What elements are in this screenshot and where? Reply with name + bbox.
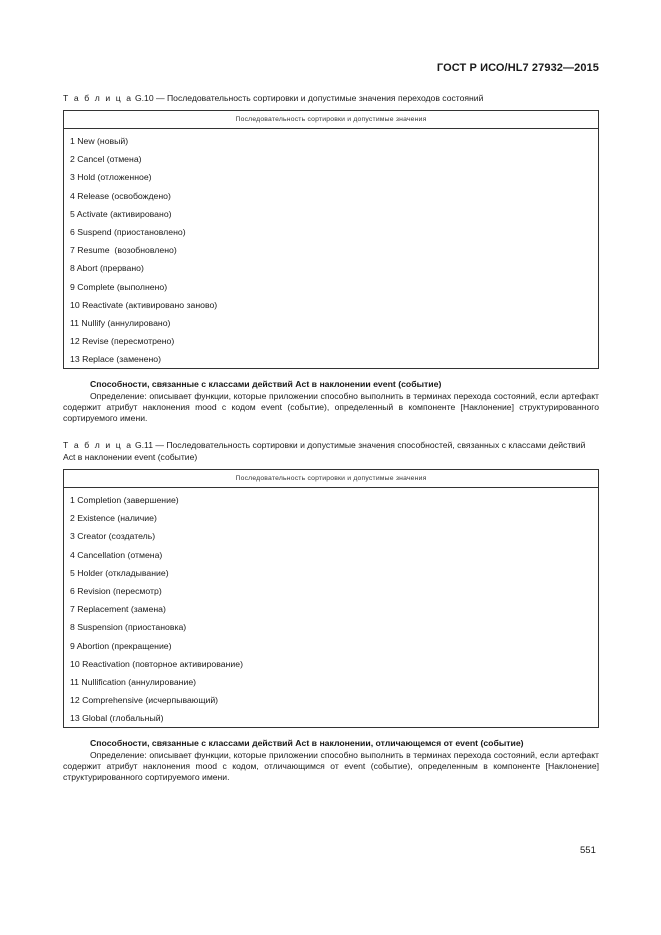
table-row: 10 Reactivate (активировано заново) [70,299,218,310]
table-row: 7 Replacement (замена) [70,604,166,615]
table-row: 11 Nullification (аннулирование) [70,676,197,687]
table-row: 1 Completion (завершение) [70,495,179,505]
table-row: 13 Replace (заменено) [70,354,162,365]
section-definition-non-event: Определение: описывает функции, которые приложении способно выполнить в терминах перехода состояний, если артефакт содержит атрибут наклонения mood с кодом, отличающимся от event (событие), определенным в компоненте [Наклонение] структурированного сортируемого имени. [63,750,599,783]
table-row: 6 Revision (пересмотр) [70,585,162,596]
table-row: 9 Abortion (прекращение) [70,640,172,651]
table-row: 3 Creator (создатель) [70,531,156,542]
table-row: 5 Activate (активировано) [70,208,172,219]
table-row: 8 Suspension (приостановка) [70,622,187,633]
table-g11-caption-text: G.11 — Последовательность сортировки и допустимые значения способностей, связанных с классами действий Act в наклонении event (событие) [63,440,586,462]
table-row: 2 Existence (наличие) [70,513,157,524]
table-g10 [63,110,599,369]
table-row: 12 Comprehensive (исчерпывающий) [70,695,219,706]
table-row: 8 Abort (прервано) [70,263,144,274]
table-g10-column-header: Последовательность сортировки и допустимые значения [64,111,598,129]
table-g10-body [64,129,598,368]
table-g11-caption-prefix: Т а б л и ц а [63,440,133,450]
table-g11-body [64,488,598,727]
table-row: 4 Release (освобождено) [70,190,171,201]
table-row: 13 Global (глобальный) [70,713,164,724]
table-row: 3 Hold (отложенное) [70,172,152,183]
document-code: ГОСТ Р ИСО/HL7 27932—2015 [436,62,599,74]
section-definition-event: Определение: описывает функции, которые приложении способно выполнить в терминах перехода состояний, если артефакт содержит атрибут наклонения mood с кодом event (событие), определенный в компоненте [Наклонение] структурированного сортируемого имени. [63,391,599,424]
table-row: 11 Nullify (аннулировано) [70,317,171,328]
table-row: 12 Revise (пересмотрено) [70,336,175,347]
table-row: 9 Complete (выполнено) [70,281,168,292]
section-title-non-event: Способности, связанные с классами действий Act в наклонении, отличающемся от event (событие) [90,738,524,748]
page-number: 551 [580,845,596,856]
table-g11 [63,469,599,728]
table-row: 6 Suspend (приостановлено) [70,226,186,237]
table-g11-column-header: Последовательность сортировки и допустимые значения [64,470,598,488]
table-row: 1 New (новый) [70,136,129,146]
table-g10-caption [63,93,599,105]
table-row: 10 Reactivation (повторное активирование) [70,658,243,669]
table-g10-caption-prefix: Т а б л и ц а [63,93,133,103]
table-row: 2 Cancel (отмена) [70,154,142,165]
section-title-event: Способности, связанные с классами действий Act в наклонении event (событие) [90,379,442,389]
table-row: 5 Holder (откладывание) [70,567,169,578]
table-row: 4 Cancellation (отмена) [70,549,163,560]
table-g10-caption-text: G.10 — Последовательность сортировки и допустимые значения переходов состояний [132,93,484,103]
table-g11-caption [63,440,599,463]
table-row: 7 Resume (возобновлено) [70,245,177,256]
